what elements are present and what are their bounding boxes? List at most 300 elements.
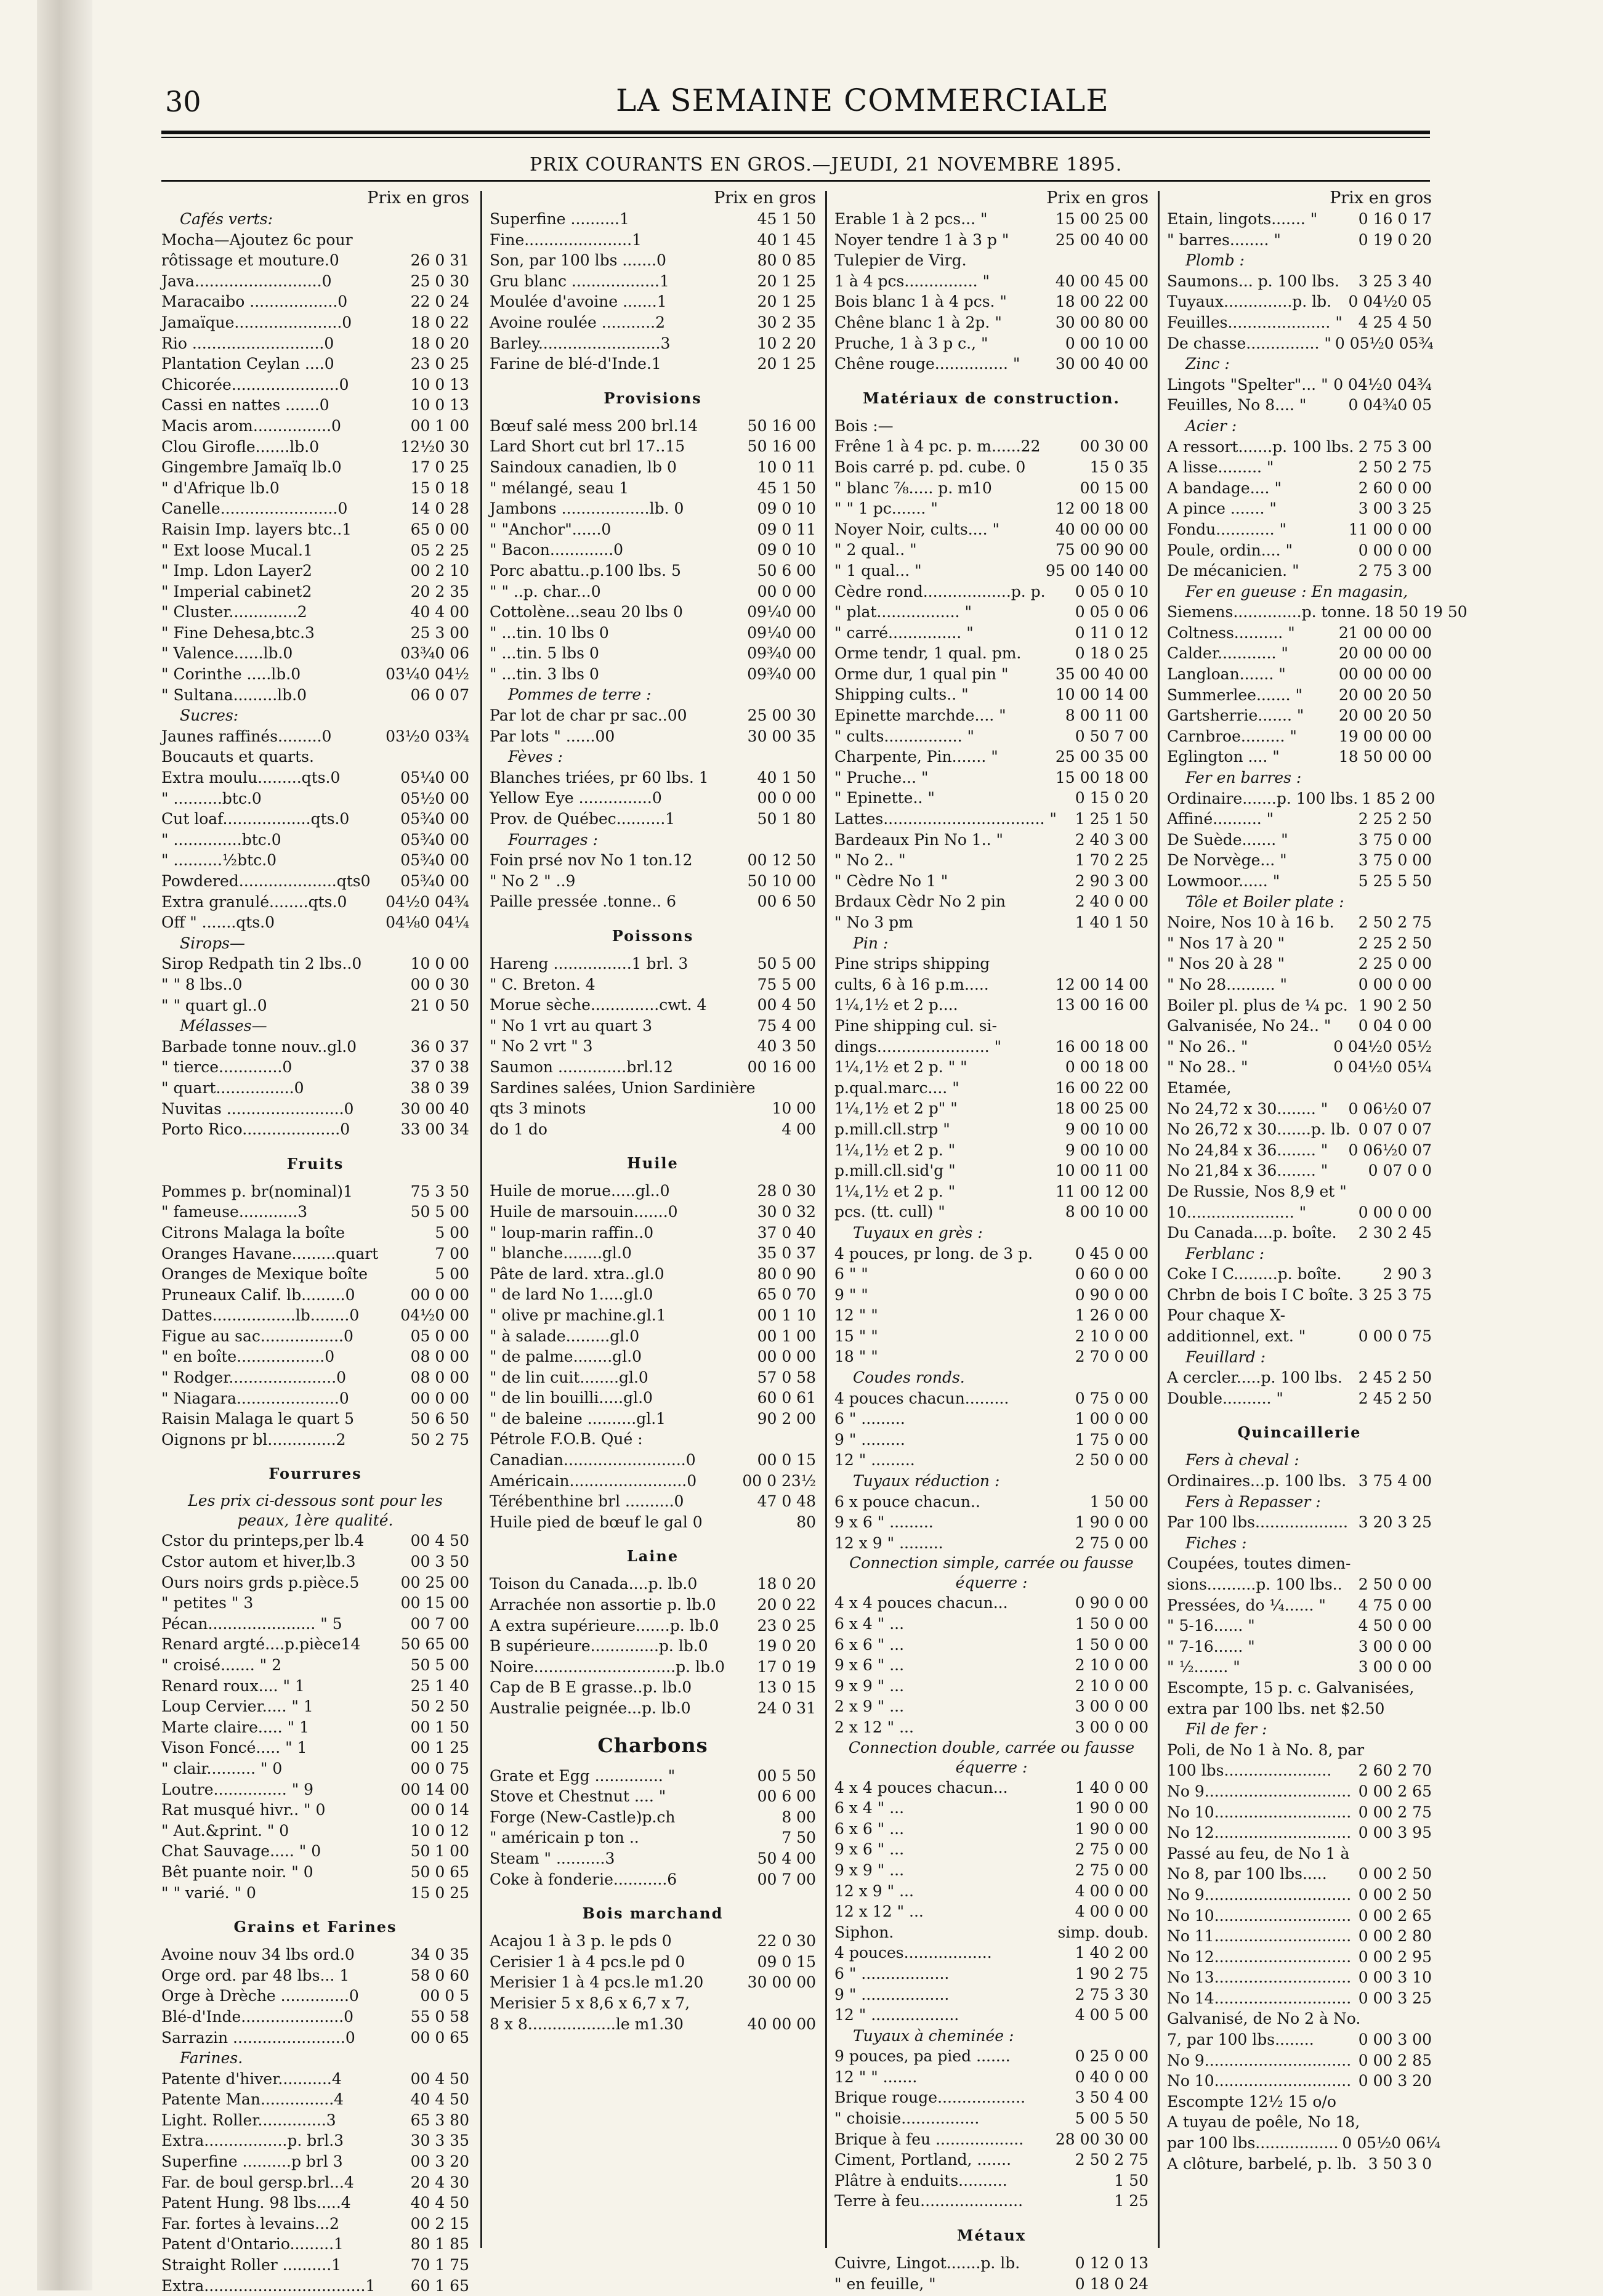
price-row: [161, 1634, 469, 1655]
item-name: " ...tin. 10 lbs 0: [490, 623, 609, 642]
item-price: 04⅛0 04¼: [386, 913, 469, 932]
item-name: Farine de blé-d'Inde.1: [490, 355, 661, 373]
item-price: 15 00 18 00: [1055, 768, 1149, 786]
item-price: 1 90 2 75: [1075, 1964, 1149, 1983]
item-name: " mélangé, seau 1: [490, 479, 629, 497]
item-price: 12 00 14 00: [1055, 975, 1149, 993]
item-price: 00 4 50: [410, 2069, 469, 2088]
item-name: Far. de boul gersp.brl...4: [161, 2173, 354, 2191]
price-row: [834, 891, 1149, 912]
price-row: [161, 643, 469, 664]
item-price: 9 00 10 00: [1065, 1141, 1149, 1159]
item-name: Avoine nouv 34 lbs ord.0: [161, 1946, 355, 1964]
item-price: 00 15 00: [1080, 479, 1149, 497]
item-name: Huile de marsouin.......0: [490, 1202, 678, 1221]
price-row: [490, 436, 816, 457]
price-row: [834, 2191, 1149, 2212]
item-price: 10 0 13: [410, 396, 469, 414]
price-row: [1167, 705, 1432, 726]
item-name: 6 x 4 " ...: [834, 1615, 905, 1633]
item-price: 3 00 0 00: [1358, 1637, 1432, 1655]
price-column-4: [1167, 188, 1468, 2263]
subsection-label: Farines.: [180, 2049, 243, 2068]
price-row: [1167, 2029, 1432, 2050]
subsection-label: Tôle et Boiler plate :: [1185, 892, 1344, 911]
subtitle-rule: [161, 180, 1430, 182]
price-row: [1167, 2071, 1432, 2092]
price-row: [490, 498, 816, 519]
item-name: 1¼,1½ et 2 p. ": [834, 1141, 956, 1159]
price-row: [1167, 1967, 1432, 1988]
item-price: 2 75 3 30: [1075, 1985, 1149, 2003]
price-row: [161, 230, 469, 251]
item-price: 25 3 00: [410, 623, 469, 642]
item-price: 1 40 2 00: [1075, 1944, 1149, 1962]
item-price: 0 00 0 00: [1358, 975, 1432, 993]
item-price: 50 2 50: [410, 1697, 469, 1716]
item-price: 50 2 75: [410, 1430, 469, 1449]
item-price: 0 18 0 25: [1075, 644, 1149, 663]
item-price: 30 00 00: [747, 1973, 816, 1992]
price-row: [1167, 1119, 1432, 1140]
item-name: Escompte 12½ 15 o/o: [1167, 2092, 1336, 2111]
price-row: [490, 1698, 816, 1719]
subsection-label: Cafés verts:: [180, 210, 273, 228]
item-name: " " 8 lbs..0: [161, 975, 243, 993]
price-row: [834, 1037, 1149, 1057]
price-row: [834, 623, 1149, 644]
item-name: 9 x 6 " ...: [834, 1656, 905, 1675]
price-row: [161, 767, 469, 788]
item-name: Vison Foncé..... " 1: [161, 1739, 307, 1757]
item-name: par 100 lbs.................: [1167, 2134, 1339, 2152]
price-row: [490, 1202, 816, 1223]
item-name: Siemens..............p. tonne.: [1167, 603, 1371, 621]
price-column-1: [161, 188, 469, 2295]
price-row: [161, 271, 469, 292]
item-name: " ...tin. 3 lbs 0: [490, 665, 599, 683]
item-price: 50 4 00: [757, 1849, 816, 1867]
item-price: 00 1 25: [410, 1739, 469, 1757]
item-name: dings....................... ": [834, 1037, 1002, 1056]
item-price: 00 0 23½: [742, 1471, 816, 1490]
price-row: [161, 1696, 469, 1717]
price-row: [490, 664, 816, 685]
price-row: [834, 995, 1149, 1016]
price-row: [161, 354, 469, 374]
section-heading: Laine: [626, 1547, 679, 1566]
item-price: 2 75 0 00: [1075, 1861, 1149, 1879]
item-price: 0 00 10 00: [1065, 334, 1149, 352]
price-row: [161, 1883, 469, 1904]
price-row: [834, 1635, 1149, 1655]
item-name: Poli, de No 1 à No. 8, par: [1167, 1740, 1365, 1759]
subsection-label: Fer en gueuse : En magasin,: [1185, 582, 1408, 600]
item-name: Grate et Egg .............. ": [490, 1766, 676, 1785]
price-row: [834, 2170, 1149, 2191]
item-price: 4 25 4 50: [1358, 313, 1432, 331]
item-price: 0 00 2 65: [1358, 1906, 1432, 1925]
item-name: 9 x 6 " ...: [834, 1840, 905, 1859]
price-row: [834, 1429, 1149, 1450]
price-row: [1167, 1885, 1432, 1906]
item-price: 00 0 5: [420, 1987, 469, 2005]
item-name: A bandage.... ": [1167, 479, 1282, 497]
price-row: [1167, 478, 1432, 499]
item-price: 0 75 0 00: [1075, 1389, 1149, 1407]
item-price: 00 0 30: [410, 975, 469, 993]
price-row: [834, 1922, 1149, 1943]
section-heading: Grains et Farines: [233, 1918, 397, 1936]
item-name: A lisse......... ": [1167, 458, 1274, 477]
price-row: [834, 830, 1149, 851]
item-price: 35 00 40 00: [1055, 665, 1149, 683]
price-row: [161, 1181, 469, 1202]
item-price: 00 14 00: [400, 1780, 469, 1798]
price-row: [1167, 788, 1435, 809]
price-row: [834, 705, 1149, 726]
item-price: 4 00: [781, 1120, 816, 1138]
item-price: 00 7 00: [757, 1870, 816, 1888]
price-row: [490, 1786, 816, 1807]
item-name: Lowmoor...... ": [1167, 872, 1280, 890]
item-price: 08 0 00: [410, 1348, 469, 1366]
price-row: [161, 1779, 469, 1800]
price-row: [490, 809, 816, 830]
item-name: " Epinette.. ": [834, 789, 935, 807]
subsection-label: Fil de fer :: [1185, 1720, 1267, 1739]
price-row: [161, 498, 469, 519]
price-row: [834, 1984, 1149, 2005]
price-row: [161, 333, 469, 354]
subsection-label: Tuyaux en grès :: [853, 1223, 983, 1242]
item-name: Sarrazin .......................0: [161, 2028, 355, 2047]
item-price: 0 50 7 00: [1075, 727, 1149, 745]
price-row: [834, 1243, 1149, 1264]
price-row: [161, 1572, 469, 1593]
item-price: 2 50 2 75: [1358, 913, 1432, 932]
item-name: " en feuille, ": [834, 2274, 936, 2293]
item-name: " d'Afrique lb.0: [161, 479, 280, 497]
item-price: 5 00 5 50: [1075, 2109, 1149, 2128]
item-price: 00 2 10: [410, 562, 469, 580]
item-price: 15 00 25 00: [1055, 210, 1149, 228]
item-price: 10 2 20: [757, 334, 816, 352]
item-name: " ½....... ": [1167, 1658, 1240, 1676]
price-row: [1167, 726, 1432, 747]
item-price: 0 00 2 80: [1358, 1927, 1432, 1946]
item-name: Figue au sac.................0: [161, 1327, 353, 1345]
item-price: 10 0 00: [410, 955, 469, 973]
item-name: Boiler pl. plus de ¼ pc.: [1167, 996, 1348, 1014]
item-price: 0 06½0 07: [1348, 1099, 1432, 1118]
item-name: Américain........................0: [490, 1471, 697, 1490]
item-name: Etamée,: [1167, 1078, 1232, 1097]
item-price: 30 00 40 00: [1055, 355, 1149, 373]
price-row: [1167, 995, 1432, 1016]
item-price: 40 1 50: [757, 768, 816, 786]
item-name: Brdaux Cèdr No 2 pin: [834, 892, 1006, 911]
price-row: [1167, 540, 1432, 561]
item-name: Tulepier de Virg.: [834, 251, 967, 270]
item-name: No 10............................: [1167, 1906, 1352, 1925]
price-row: [161, 1388, 469, 1409]
price-row: [834, 209, 1149, 230]
item-name: Cut loaf..................qts.0: [161, 810, 350, 828]
item-name: Macis arom................0: [161, 416, 341, 435]
subsection-label: Ferblanc :: [1185, 1244, 1265, 1263]
price-row: [161, 1264, 469, 1285]
item-name: Rio ...........................0: [161, 334, 334, 352]
item-name: " Ext loose Mucal.1: [161, 541, 313, 559]
item-price: 10 0 12: [410, 1821, 469, 1840]
price-row: [1167, 1802, 1432, 1823]
price-row: [1167, 2133, 1441, 2154]
item-name: 12 " ": [834, 1306, 878, 1325]
price-row: [834, 1078, 1149, 1099]
price-column-header: Prix en gros: [1046, 188, 1149, 208]
item-name: " de palme........gl.0: [490, 1348, 642, 1366]
item-price: 47 0 48: [757, 1492, 816, 1511]
price-row: [834, 1016, 1149, 1037]
item-price: 10 00: [772, 1099, 816, 1118]
item-name: Son, par 100 lbs .......0: [490, 251, 666, 270]
item-name: Marte claire..... " 1: [161, 1718, 309, 1736]
price-row: [490, 230, 816, 251]
price-row: [834, 1388, 1149, 1409]
price-row: [1167, 953, 1432, 974]
item-name: No 9..............................: [1167, 1885, 1352, 1904]
item-name: Extra moulu.........qts.0: [161, 769, 341, 787]
page-subtitle: PRIX COURANTS EN GROS.—JEUDI, 21 NOVEMBRE 1895.: [530, 154, 1123, 176]
subsection-label: Sirops—: [180, 934, 245, 952]
item-price: 8 00 11 00: [1065, 706, 1149, 725]
item-price: 3 00 0 00: [1358, 1658, 1432, 1676]
price-row: [1167, 1760, 1432, 1781]
price-row: [490, 250, 816, 271]
price-row: [490, 1284, 816, 1305]
item-name: " croisé....... " 2: [161, 1656, 281, 1674]
item-price: 28 00 30 00: [1055, 2130, 1149, 2148]
price-row: [834, 1181, 1149, 1202]
item-price: 30 2 35: [757, 313, 816, 331]
price-row: [1167, 1947, 1432, 1968]
price-row: [161, 912, 469, 933]
price-row: [1167, 1388, 1432, 1409]
price-row: [490, 416, 816, 437]
item-name: Cassi en nattes .......0: [161, 396, 329, 414]
price-row: [490, 1078, 816, 1099]
item-name: Paille pressée .tonne.. 6: [490, 892, 677, 911]
item-price: 10 0 13: [410, 375, 469, 394]
subsection-label: Tuyaux réduction :: [853, 1472, 1000, 1490]
price-row: [161, 1530, 469, 1551]
price-row: [161, 995, 469, 1016]
item-price: 4 00 5 00: [1075, 2006, 1149, 2024]
price-row: [1167, 685, 1432, 706]
item-price: 0 06½0 07: [1348, 1141, 1432, 1159]
item-price: 2 50 2 75: [1075, 2151, 1149, 2169]
price-row: [1167, 1926, 1432, 1947]
item-name: Cuivre, Lingot.......p. lb.: [834, 2254, 1020, 2273]
price-row: [490, 788, 816, 809]
item-name: 12 " .........: [834, 1451, 915, 1469]
item-price: 00 0 00: [757, 789, 816, 807]
item-price: 20 4 30: [410, 2173, 469, 2191]
item-name: " No 28.. ": [1167, 1058, 1248, 1077]
item-name: Ordinaire.......p. 100 lbs.: [1167, 789, 1359, 807]
item-name: " Imperial cabinet2: [161, 582, 312, 600]
item-name: De Suède....... ": [1167, 830, 1288, 849]
price-row: [490, 271, 816, 292]
item-price: 0 12 0 13: [1075, 2254, 1149, 2273]
price-row: [834, 2067, 1149, 2088]
item-price: 0 16 0 17: [1358, 210, 1432, 228]
price-row: [1167, 1864, 1432, 1885]
item-price: 40 3 50: [757, 1037, 816, 1056]
section-heading: Matériaux de construction.: [863, 389, 1120, 407]
item-name: " Imp. Ldon Layer2: [161, 562, 312, 580]
item-name: Cottolène...seau 20 lbs 0: [490, 603, 683, 621]
item-name: " No 2.. ": [834, 851, 906, 870]
price-row: [161, 1409, 469, 1429]
item-price: 45 1 50: [757, 210, 816, 228]
price-column-header: Prix en gros: [714, 188, 816, 208]
price-row: [161, 1717, 469, 1738]
item-price: 2 90 3: [1383, 1265, 1432, 1283]
column-divider: [825, 191, 827, 2248]
item-price: 14 0 28: [410, 499, 469, 518]
item-price: 23 0 25: [410, 355, 469, 373]
item-name: Gartsherrie....... ": [1167, 706, 1304, 725]
item-name: Chrbn de bois I C boîte.: [1167, 1285, 1354, 1304]
item-price: 20 1 25: [757, 272, 816, 290]
item-name: Java..........................0: [161, 272, 332, 290]
price-row: [1167, 1285, 1432, 1306]
item-name: Chicorée......................0: [161, 375, 349, 394]
price-row: [161, 809, 469, 830]
item-price: 4 75 0 00: [1358, 1596, 1432, 1614]
price-row: [1167, 374, 1432, 395]
item-price: 0 90 0 00: [1075, 1285, 1149, 1304]
item-name: Mocha—Ajoutez 6c pour: [161, 230, 353, 249]
price-column-3: [834, 188, 1149, 2293]
price-row: [834, 1942, 1149, 1963]
item-price: 3 25 3 75: [1358, 1285, 1432, 1304]
item-name: 1¼,1½ et 2 p. ": [834, 1182, 956, 1200]
item-name: No 14............................: [1167, 1989, 1352, 2007]
price-row: [1167, 1843, 1432, 1864]
item-name: " clair.......... " 0: [161, 1759, 283, 1777]
column-divider: [480, 191, 482, 2248]
price-row: [161, 1099, 469, 1120]
item-name: 1¼,1½ et 2 p. " ": [834, 1058, 967, 1077]
item-price: 58 0 60: [410, 1966, 469, 1984]
price-row: [834, 560, 1149, 581]
item-price: 20 2 35: [410, 582, 469, 600]
item-name: 8 x 8..................le m1.30: [490, 2015, 684, 2033]
item-price: 0 05½0 05¾: [1334, 334, 1434, 352]
price-row: [490, 726, 816, 747]
item-price: 7 00: [435, 1244, 469, 1263]
item-name: 1 à 4 pcs............... ": [834, 272, 990, 290]
item-price: 05¾0 00: [400, 872, 469, 890]
price-row: [161, 1593, 469, 1614]
item-name: Patente d'hiver...........4: [161, 2069, 342, 2088]
item-name: " blanche........gl.0: [490, 1244, 632, 1263]
item-name: Merisier 1 à 4 pcs.le m1.20: [490, 1973, 704, 1992]
item-price: 2 10 0 00: [1075, 1656, 1149, 1675]
price-row: [834, 1346, 1149, 1367]
price-row: [834, 1326, 1149, 1347]
item-price: 12½0 30: [400, 437, 469, 456]
item-price: 3 50 3 0: [1368, 2154, 1432, 2173]
price-row: [1167, 1057, 1432, 1078]
item-price: 00 4 50: [757, 996, 816, 1014]
price-row: [834, 1057, 1149, 1078]
item-price: 00 3 20: [410, 2152, 469, 2171]
price-column-header: Prix en gros: [1330, 188, 1432, 208]
price-row: [490, 1223, 816, 1243]
item-name: Carnbroe......... ": [1167, 727, 1297, 745]
price-row: [1167, 1781, 1432, 1802]
price-row: [490, 1931, 816, 1952]
item-price: simp. doub.: [1057, 1923, 1149, 1941]
price-row: [490, 457, 816, 478]
price-row: [161, 1737, 469, 1758]
item-price: 18 00 25 00: [1055, 1099, 1149, 1118]
price-row: [834, 1777, 1149, 1798]
item-price: 09 0 11: [757, 520, 816, 538]
price-row: [1167, 1202, 1432, 1223]
price-row: [1167, 933, 1432, 954]
item-price: 0 00 2 50: [1358, 1885, 1432, 1904]
item-name: Nuvitas ........................0: [161, 1099, 354, 1118]
item-name: 12 x 12 " ...: [834, 1902, 924, 1921]
item-price: 3 25 3 40: [1358, 272, 1432, 290]
item-name: A extra supérieure.......p. lb.0: [490, 1616, 719, 1635]
item-name: " No 28.......... ": [1167, 975, 1288, 993]
item-price: 0 05 0 06: [1075, 603, 1149, 621]
price-row: [834, 354, 1149, 374]
item-name: 6 x 6 " ...: [834, 1819, 905, 1838]
price-row: [834, 1860, 1149, 1881]
price-row: [161, 374, 469, 395]
price-row: [834, 2108, 1149, 2129]
price-row: [1167, 312, 1432, 333]
price-row: [490, 1098, 816, 1119]
section-heading: Fruits: [286, 1154, 344, 1173]
item-name: " barres........ ": [1167, 230, 1281, 249]
item-name: " "Anchor"......0: [490, 520, 612, 538]
item-name: Terre à feu.....................: [834, 2192, 1024, 2210]
item-price: 50 16 00: [747, 416, 816, 435]
price-row: [161, 2234, 469, 2255]
item-name: Stove et Chestnut .... ": [490, 1787, 666, 1806]
price-row: [1167, 1657, 1432, 1678]
item-name: " tierce.............0: [161, 1058, 293, 1077]
item-name: Australie peignée...p. lb.0: [490, 1699, 691, 1717]
item-price: 5 25 5 50: [1358, 872, 1432, 890]
item-price: 0 00 3 95: [1358, 1824, 1432, 1842]
price-row: [834, 871, 1149, 892]
item-name: Poule, ordin.... ": [1167, 541, 1293, 559]
item-name: Calder............ ": [1167, 644, 1288, 663]
item-name: Cerisier 1 à 4 pcs.le pd 0: [490, 1952, 685, 1971]
price-row: [834, 1492, 1149, 1513]
item-price: 95 00 140 00: [1046, 561, 1149, 580]
item-name: Escompte, 15 p. c. Galvanisées,: [1167, 1678, 1415, 1697]
